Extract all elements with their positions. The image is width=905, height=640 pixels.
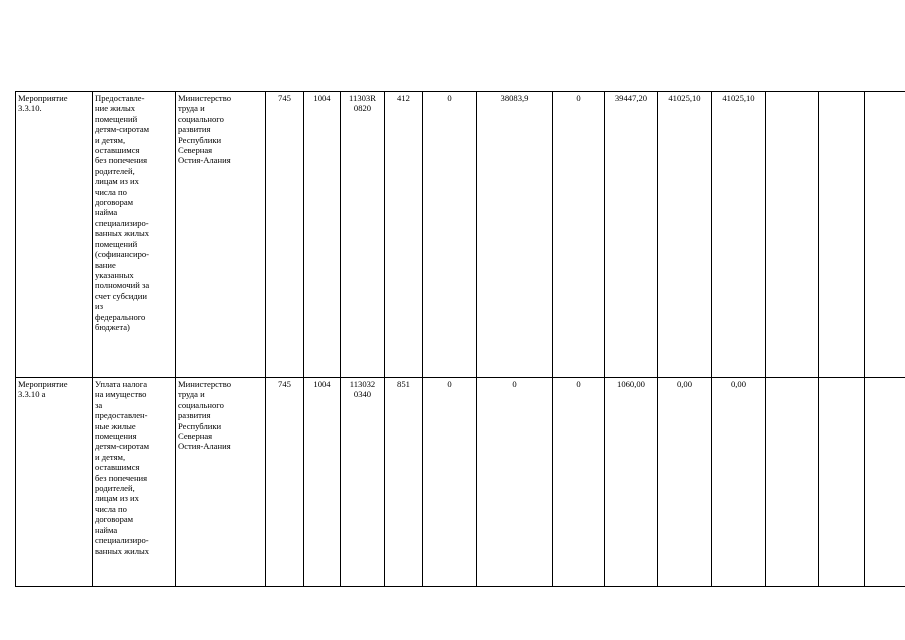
budget-code: 745 [266,92,304,378]
amount-cell: 0,00 [712,378,766,587]
activity-description: Уплата налога на имущество за предоставлен- ные жилые помещения детям-сиротам и детям, оставшимся без попечения родителей, лицам из их числа по договорам найма специализиро- ванных жилых [93,378,176,587]
amount-cell: 38083,9 [477,92,553,378]
empty-cell [766,378,819,587]
amount-cell: 0 [423,378,477,587]
target-article-code: 11303R 0820 [341,92,385,378]
budget-code: 745 [266,378,304,587]
section-code: 1004 [304,92,341,378]
expense-type-code: 412 [385,92,423,378]
amount-cell: 0,00 [658,378,712,587]
program-activities-table [15,91,905,587]
responsible-ministry: Министерство труда и социального развития Республики Северная Остия-Алания [176,378,266,587]
empty-cell [819,378,865,587]
table-row [16,378,905,587]
activity-number: Мероприятие 3.3.10 а [16,378,93,587]
section-code: 1004 [304,378,341,587]
empty-cell [865,378,905,587]
amount-cell: 41025,10 [712,92,766,378]
empty-cell [819,92,865,378]
amount-cell: 1060,00 [605,378,658,587]
empty-cell [766,92,819,378]
amount-cell: 41025,10 [658,92,712,378]
empty-cell [865,92,905,378]
amount-cell: 39447,20 [605,92,658,378]
amount-cell: 0 [553,378,605,587]
expense-type-code: 851 [385,378,423,587]
amount-cell: 0 [553,92,605,378]
responsible-ministry: Министерство труда и социального развития Республики Северная Остия-Алания [176,92,266,378]
table-row [16,92,905,378]
amount-cell: 0 [423,92,477,378]
activity-description: Предоставле- ние жилых помещений детям-сиротам и детям, оставшимся без попечения родителей, лицам из их числа по договорам найма специализиро- ванных жилых помещений (софинансиро- вание указанных полномочий за счет субсидии из федерального бюджета) [93,92,176,378]
activity-number: Мероприятие 3.3.10. [16,92,93,378]
amount-cell: 0 [477,378,553,587]
target-article-code: 113032 0340 [341,378,385,587]
